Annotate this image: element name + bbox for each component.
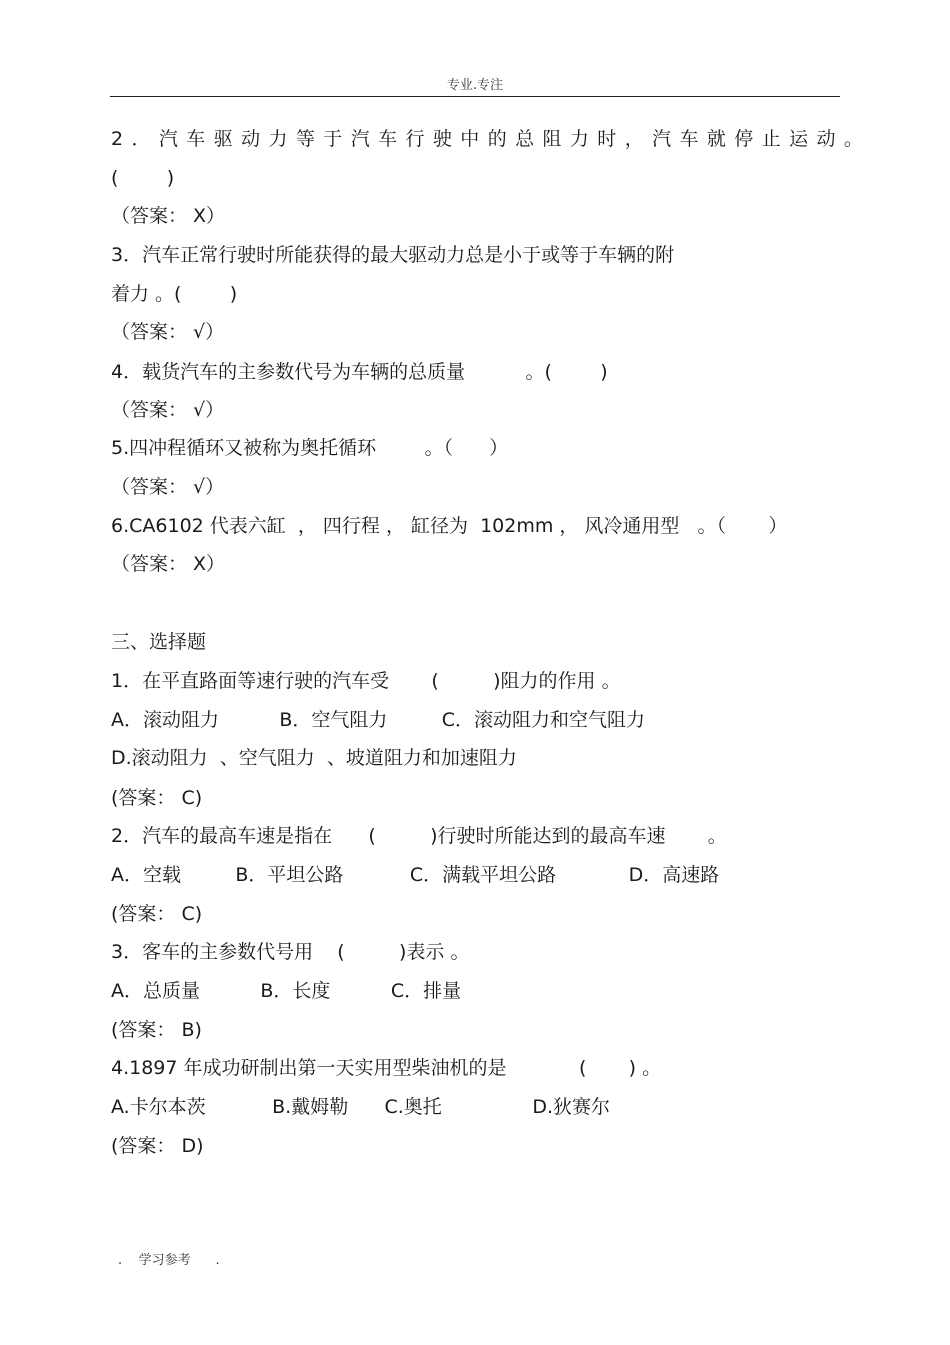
choice-2-answer: (答案： C) bbox=[111, 903, 203, 925]
question-4-judge: 4．载货汽车的主参数代号为车辆的总质量 。( ) bbox=[111, 361, 608, 383]
choice-3-answer: (答案： B) bbox=[111, 1019, 202, 1041]
question-2-answer: （答案： X） bbox=[111, 205, 226, 227]
header-divider bbox=[110, 96, 840, 97]
page-footer-text: . 学习参考 . bbox=[118, 1253, 220, 1268]
question-3-judge: 3．汽车正常行驶时所能获得的最大驱动力总是小于或等于车辆的附 bbox=[111, 244, 675, 266]
choice-1-options: A．滚动阻力 B．空气阻力 C．滚动阻力和空气阻力 bbox=[111, 709, 646, 731]
choice-3-options: A．总质量 B．长度 C．排量 bbox=[111, 980, 462, 1002]
question-6-judge: 6.CA6102 代表六缸 ， 四行程 ， 缸径为 102mm ， 风冷通用型 。（ ） bbox=[111, 515, 788, 537]
page-header-title: 专业.专注 bbox=[446, 78, 504, 93]
question-5-answer: （答案： √） bbox=[111, 476, 225, 498]
question-6-answer: （答案： X） bbox=[111, 553, 226, 575]
question-2-blank: ( ) bbox=[111, 167, 175, 189]
choice-4-answer: (答案： D) bbox=[111, 1135, 204, 1157]
choice-1-question: 1．在平直路面等速行驶的汽车受 ( )阻力的作用 。 bbox=[111, 670, 621, 692]
question-2-judge: 2．汽车驱动力等于汽车行驶中的总阻力时，汽车就停止运动。 bbox=[111, 128, 872, 150]
question-3-answer: （答案： √） bbox=[111, 321, 225, 343]
choice-4-question: 4.1897 年成功研制出第一天实用型柴油机的是 ( ) 。 bbox=[111, 1057, 662, 1079]
choice-3-question: 3．客车的主参数代号用 ( )表示 。 bbox=[111, 941, 470, 963]
question-4-answer: （答案： √） bbox=[111, 399, 225, 421]
section-heading-choice: 三、选择题 bbox=[111, 631, 207, 653]
question-3-continuation: 着力 。( ) bbox=[111, 283, 238, 305]
choice-1-answer: (答案： C) bbox=[111, 787, 203, 809]
choice-1-option-d: D.滚动阻力 、空气阻力 、坡道阻力和加速阻力 bbox=[111, 747, 517, 769]
choice-2-options: A．空载 B．平坦公路 C．满载平坦公路 D．高速路 bbox=[111, 864, 720, 886]
question-5-judge: 5.四冲程循环又被称为奥托循环 。（ ） bbox=[111, 437, 509, 459]
choice-4-options: A.卡尔本茨 B.戴姆勒 C.奥托 D.狄赛尔 bbox=[111, 1096, 611, 1118]
choice-2-question: 2．汽车的最高车速是指在 ( )行驶时所能达到的最高车速 。 bbox=[111, 825, 727, 847]
